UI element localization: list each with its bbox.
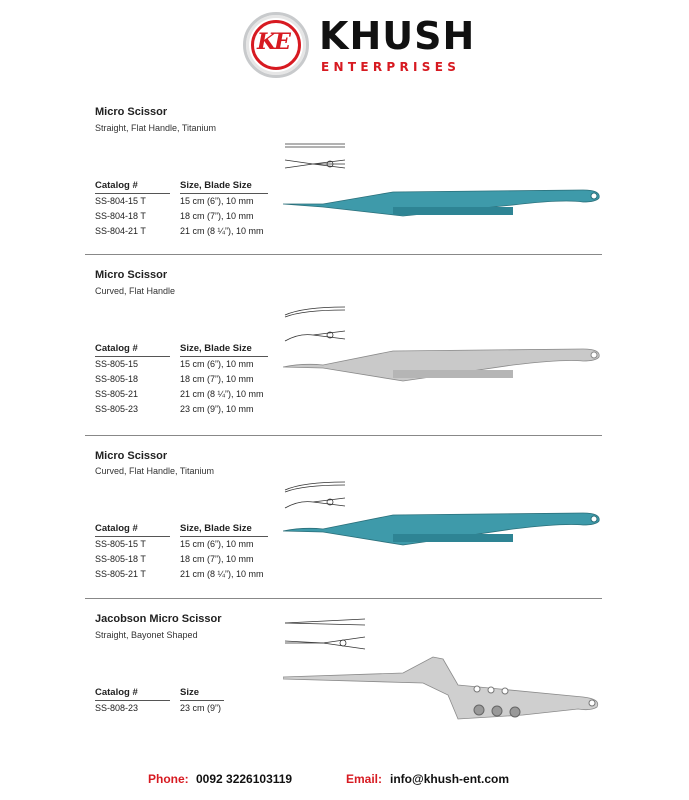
catalog-header: Catalog # — [95, 180, 138, 191]
table-cell-catalog: SS-805-15 — [95, 359, 139, 369]
brand-tagline: ENTERPRISES — [321, 60, 461, 74]
product-title: Micro Scissor — [95, 450, 168, 462]
titanium-scissor-illustration — [283, 505, 608, 550]
size-header: Size, Blade Size — [180, 343, 252, 354]
table-cell-size: 15 cm (6”), 10 mm — [180, 539, 254, 549]
table-cell-catalog: SS-808-23 — [95, 703, 139, 713]
table-cell-catalog: SS-805-15 T — [95, 539, 146, 549]
table-cell-catalog: SS-805-18 — [95, 374, 139, 384]
blade-tip-diagram — [283, 303, 353, 348]
table-cell-size: 15 cm (6”), 10 mm — [180, 359, 254, 369]
product-subtitle: Curved, Flat Handle, Titanium — [95, 466, 215, 476]
table-cell-size: 21 cm (8 ¼”), 10 mm — [180, 569, 264, 579]
size-header: Size — [180, 687, 200, 698]
product-title: Micro Scissor — [95, 269, 168, 281]
table-cell-catalog: SS-805-23 — [95, 404, 139, 414]
email-address[interactable]: info@khush-ent.com — [390, 772, 510, 786]
table-cell-catalog: SS-805-21 T — [95, 569, 146, 579]
table-cell-catalog: SS-804-18 T — [95, 211, 146, 221]
brand-logo — [243, 12, 476, 82]
catalog-header: Catalog # — [95, 343, 138, 354]
table-cell-size: 23 cm (9”) — [180, 703, 222, 713]
table-cell-size: 18 cm (7”), 10 mm — [180, 374, 254, 384]
table-cell-catalog: SS-804-15 T — [95, 196, 146, 206]
product-title: Jacobson Micro Scissor — [95, 613, 222, 625]
product-subtitle: Curved, Flat Handle — [95, 286, 176, 296]
table-cell-size: 21 cm (8 ¼”), 10 mm — [180, 389, 264, 399]
product-subtitle: Straight, Bayonet Shaped — [95, 630, 198, 640]
blade-tip-diagram — [283, 140, 353, 180]
titanium-scissor-illustration — [283, 185, 608, 225]
email-label: Email: — [346, 772, 383, 786]
table-cell-size: 21 cm (8 ¼”), 10 mm — [180, 226, 264, 236]
steel-scissor-illustration — [283, 343, 608, 388]
logo-emblem — [243, 12, 309, 78]
catalog-header: Catalog # — [95, 687, 138, 698]
bayonet-scissor-illustration — [283, 655, 608, 725]
table-cell-size: 23 cm (9”), 10 mm — [180, 404, 254, 414]
table-cell-catalog: SS-804-21 T — [95, 226, 146, 236]
table-cell-catalog: SS-805-18 T — [95, 554, 146, 564]
table-cell-size: 15 cm (6”), 10 mm — [180, 196, 254, 206]
table-cell-size: 18 cm (7”), 10 mm — [180, 554, 254, 564]
brand-name: KHUSH — [319, 14, 476, 58]
product-subtitle: Straight, Flat Handle, Titanium — [95, 123, 217, 133]
logo-monogram: KE — [257, 29, 289, 55]
size-header: Size, Blade Size — [180, 523, 252, 534]
catalog-header: Catalog # — [95, 523, 138, 534]
size-header: Size, Blade Size — [180, 180, 252, 191]
phone-label: Phone: — [148, 772, 189, 786]
phone-number[interactable]: 0092 3226103119 — [196, 772, 293, 786]
product-title: Micro Scissor — [95, 106, 168, 118]
table-cell-catalog: SS-805-21 — [95, 389, 139, 399]
table-cell-size: 18 cm (7”), 10 mm — [180, 211, 254, 221]
